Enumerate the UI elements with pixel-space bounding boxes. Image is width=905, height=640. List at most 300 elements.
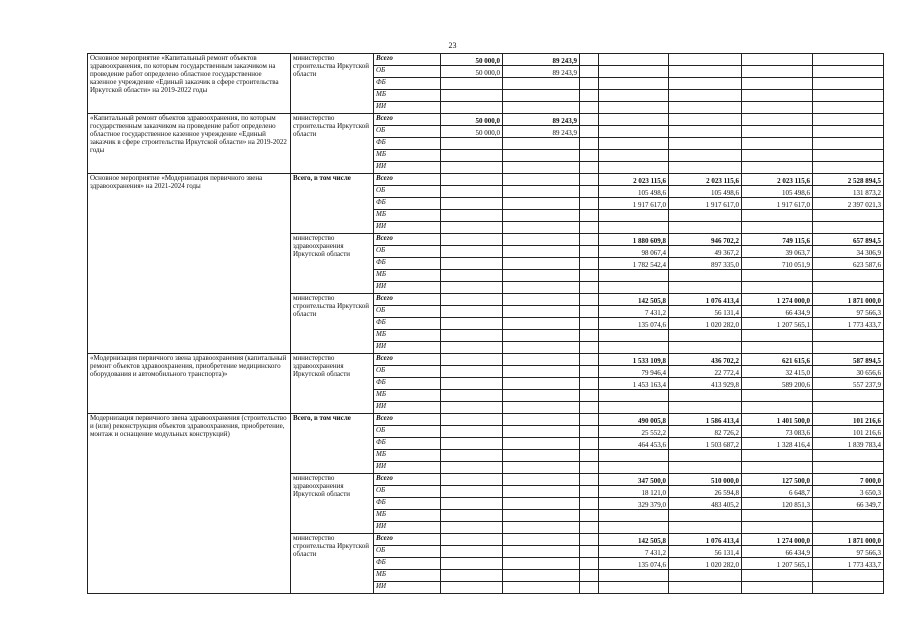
funding-source: ИИ [374, 342, 441, 354]
amount-cell: 710 051,9 [742, 258, 813, 270]
amount-cell: 1 782 542,4 [599, 258, 669, 270]
amount-cell [441, 306, 503, 318]
responsible-executor: министерство строительства Иркутской области [291, 54, 374, 114]
funding-source: МБ [374, 390, 441, 402]
amount-cell [580, 582, 599, 594]
amount-cell [599, 390, 669, 402]
amount-cell: 50 000,0 [441, 54, 503, 66]
amount-cell [813, 450, 884, 462]
amount-cell: 56 131,4 [669, 306, 742, 318]
amount-cell [441, 546, 503, 558]
amount-cell: 135 074,6 [599, 558, 669, 570]
amount-cell: 1 328 416,4 [742, 438, 813, 450]
amount-cell [580, 54, 599, 66]
funding-source: ФБ [374, 438, 441, 450]
amount-cell [580, 186, 599, 198]
amount-cell [441, 198, 503, 210]
amount-cell [742, 450, 813, 462]
amount-cell: 1 274 000,0 [742, 294, 813, 306]
amount-cell [580, 366, 599, 378]
amount-cell [669, 78, 742, 90]
amount-cell: 897 335,0 [669, 258, 742, 270]
amount-cell: 30 656,6 [813, 366, 884, 378]
amount-cell: 79 946,4 [599, 366, 669, 378]
amount-cell [503, 138, 580, 150]
amount-cell: 587 894,5 [813, 354, 884, 366]
amount-cell [599, 402, 669, 414]
amount-cell [669, 342, 742, 354]
amount-cell: 7 431,2 [599, 546, 669, 558]
amount-cell [742, 66, 813, 78]
amount-cell: 50 000,0 [441, 126, 503, 138]
amount-cell [441, 150, 503, 162]
amount-cell [503, 270, 580, 282]
amount-cell: 2 528 894,5 [813, 174, 884, 186]
amount-cell: 347 500,0 [599, 474, 669, 486]
amount-cell: 142 505,8 [599, 534, 669, 546]
amount-cell: 82 726,2 [669, 426, 742, 438]
amount-cell: 66 434,9 [742, 546, 813, 558]
amount-cell [742, 510, 813, 522]
amount-cell [742, 102, 813, 114]
amount-cell: 621 615,6 [742, 354, 813, 366]
amount-cell: 120 851,3 [742, 498, 813, 510]
amount-cell [599, 162, 669, 174]
amount-cell [742, 402, 813, 414]
funding-source: ОБ [374, 246, 441, 258]
amount-cell [580, 318, 599, 330]
amount-cell: 105 498,6 [742, 186, 813, 198]
amount-cell [599, 450, 669, 462]
amount-cell [580, 306, 599, 318]
amount-cell: 1 880 609,8 [599, 234, 669, 246]
amount-cell [503, 174, 580, 186]
activity-description: Модернизация первичного звена здравоохранения (строительство и (или) реконструкция объектов здравоохранения, приобретение, монтаж и оснащение модульных конструкций) [88, 414, 291, 594]
amount-cell [503, 222, 580, 234]
amount-cell: 105 498,6 [669, 186, 742, 198]
amount-cell: 1 207 565,1 [742, 558, 813, 570]
funding-source: Всего [374, 54, 441, 66]
amount-cell [503, 474, 580, 486]
amount-cell [599, 462, 669, 474]
funding-source: Всего [374, 294, 441, 306]
amount-cell [441, 342, 503, 354]
amount-cell: 34 306,9 [813, 246, 884, 258]
amount-cell [742, 210, 813, 222]
amount-cell [580, 66, 599, 78]
amount-cell [441, 102, 503, 114]
amount-cell [813, 222, 884, 234]
amount-cell [580, 534, 599, 546]
amount-cell [599, 282, 669, 294]
amount-cell [503, 210, 580, 222]
amount-cell [599, 222, 669, 234]
funding-source: МБ [374, 90, 441, 102]
amount-cell [441, 90, 503, 102]
amount-cell [503, 498, 580, 510]
amount-cell: 101 216,6 [813, 414, 884, 426]
amount-cell [669, 390, 742, 402]
amount-cell: 1 401 500,0 [742, 414, 813, 426]
amount-cell: 490 005,8 [599, 414, 669, 426]
funding-source: ОБ [374, 126, 441, 138]
amount-cell [580, 546, 599, 558]
amount-cell [580, 354, 599, 366]
amount-cell [580, 390, 599, 402]
amount-cell [441, 438, 503, 450]
amount-cell [580, 522, 599, 534]
table-row [88, 414, 884, 426]
funding-source: ФБ [374, 498, 441, 510]
amount-cell [441, 234, 503, 246]
amount-cell [813, 270, 884, 282]
amount-cell: 1 773 433,7 [813, 318, 884, 330]
amount-cell [441, 450, 503, 462]
amount-cell [503, 438, 580, 450]
amount-cell [503, 366, 580, 378]
amount-cell: 25 552,2 [599, 426, 669, 438]
amount-cell: 464 453,6 [599, 438, 669, 450]
amount-cell: 89 243,9 [503, 66, 580, 78]
amount-cell [580, 198, 599, 210]
funding-source: ИИ [374, 522, 441, 534]
table-row [88, 174, 884, 186]
amount-cell [441, 330, 503, 342]
funding-source: МБ [374, 150, 441, 162]
amount-cell [742, 390, 813, 402]
amount-cell: 1 453 163,4 [599, 378, 669, 390]
amount-cell [669, 282, 742, 294]
funding-source: ОБ [374, 366, 441, 378]
amount-cell [580, 474, 599, 486]
amount-cell [813, 90, 884, 102]
amount-cell [503, 354, 580, 366]
amount-cell [580, 498, 599, 510]
amount-cell: 66 349,7 [813, 498, 884, 510]
amount-cell [580, 570, 599, 582]
responsible-executor: министерство здравоохранения Иркутской области [291, 234, 374, 294]
amount-cell [441, 426, 503, 438]
funding-source: ИИ [374, 102, 441, 114]
amount-cell: 1 839 783,4 [813, 438, 884, 450]
amount-cell [580, 150, 599, 162]
amount-cell: 66 434,9 [742, 306, 813, 318]
amount-cell [813, 102, 884, 114]
amount-cell [441, 390, 503, 402]
amount-cell [441, 582, 503, 594]
amount-cell [441, 186, 503, 198]
amount-cell [599, 210, 669, 222]
amount-cell: 2 023 115,6 [742, 174, 813, 186]
amount-cell [441, 282, 503, 294]
amount-cell [503, 402, 580, 414]
amount-cell [441, 210, 503, 222]
amount-cell: 50 000,0 [441, 114, 503, 126]
funding-source: МБ [374, 330, 441, 342]
amount-cell: 26 594,8 [669, 486, 742, 498]
funding-source: ОБ [374, 546, 441, 558]
amount-cell [503, 282, 580, 294]
amount-cell: 135 074,6 [599, 318, 669, 330]
amount-cell [669, 450, 742, 462]
amount-cell [503, 450, 580, 462]
amount-cell [441, 162, 503, 174]
amount-cell [599, 522, 669, 534]
amount-cell [813, 330, 884, 342]
amount-cell: 73 083,6 [742, 426, 813, 438]
amount-cell [503, 318, 580, 330]
responsible-executor: Всего, в том числе [291, 414, 374, 474]
amount-cell [503, 570, 580, 582]
responsible-executor: министерство строительства Иркутской области [291, 114, 374, 174]
amount-cell [441, 522, 503, 534]
amount-cell [742, 282, 813, 294]
amount-cell [580, 210, 599, 222]
amount-cell: 89 243,9 [503, 54, 580, 66]
table-row [88, 114, 884, 126]
amount-cell [742, 222, 813, 234]
amount-cell: 22 772,4 [669, 366, 742, 378]
amount-cell: 329 379,0 [599, 498, 669, 510]
amount-cell: 436 702,2 [669, 354, 742, 366]
funding-source: Всего [374, 114, 441, 126]
amount-cell [669, 162, 742, 174]
amount-cell [742, 462, 813, 474]
amount-cell [503, 522, 580, 534]
amount-cell: 510 000,0 [669, 474, 742, 486]
amount-cell [441, 258, 503, 270]
responsible-executor: министерство здравоохранения Иркутской области [291, 354, 374, 414]
funding-source: ФБ [374, 378, 441, 390]
amount-cell [669, 126, 742, 138]
amount-cell: 749 115,6 [742, 234, 813, 246]
page-number: 23 [448, 41, 457, 50]
amount-cell [599, 270, 669, 282]
funding-source: ФБ [374, 78, 441, 90]
amount-cell: 1 207 565,1 [742, 318, 813, 330]
amount-cell: 97 566,3 [813, 306, 884, 318]
amount-cell [580, 378, 599, 390]
amount-cell: 2 023 115,6 [669, 174, 742, 186]
amount-cell [742, 90, 813, 102]
amount-cell [503, 546, 580, 558]
amount-cell [580, 102, 599, 114]
amount-cell [599, 66, 669, 78]
amount-cell: 589 200,6 [742, 378, 813, 390]
amount-cell [503, 294, 580, 306]
amount-cell [813, 462, 884, 474]
amount-cell [580, 126, 599, 138]
activity-description: Основное мероприятие «Капитальный ремонт объектов здравоохранения, по которым государственным заказчиком на проведение работ определено областное государственное казенное учреждение «Единый заказчик в сфере строительства Иркутской области» на 2019-2022 годы [88, 54, 291, 114]
funding-source: Всего [374, 174, 441, 186]
amount-cell [813, 282, 884, 294]
amount-cell [813, 390, 884, 402]
amount-cell [669, 102, 742, 114]
amount-cell: 1 917 617,0 [669, 198, 742, 210]
funding-source: ИИ [374, 162, 441, 174]
amount-cell [742, 570, 813, 582]
amount-cell [669, 54, 742, 66]
amount-cell [669, 510, 742, 522]
amount-cell: 97 566,3 [813, 546, 884, 558]
amount-cell [503, 246, 580, 258]
amount-cell: 98 067,4 [599, 246, 669, 258]
amount-cell [503, 162, 580, 174]
amount-cell [580, 294, 599, 306]
funding-source: Всего [374, 234, 441, 246]
amount-cell: 1 020 282,0 [669, 558, 742, 570]
amount-cell: 557 237,9 [813, 378, 884, 390]
amount-cell [580, 510, 599, 522]
amount-cell [669, 522, 742, 534]
amount-cell [441, 510, 503, 522]
amount-cell [813, 66, 884, 78]
funding-source: ОБ [374, 186, 441, 198]
amount-cell: 89 243,9 [503, 126, 580, 138]
amount-cell: 49 367,2 [669, 246, 742, 258]
amount-cell [599, 90, 669, 102]
amount-cell [441, 174, 503, 186]
amount-cell: 3 650,3 [813, 486, 884, 498]
responsible-executor: министерство строительства Иркутской области [291, 534, 374, 594]
amount-cell: 2 023 115,6 [599, 174, 669, 186]
amount-cell [580, 114, 599, 126]
amount-cell: 50 000,0 [441, 66, 503, 78]
funding-source: ИИ [374, 222, 441, 234]
amount-cell [599, 570, 669, 582]
amount-cell [742, 582, 813, 594]
budget-table [87, 53, 884, 594]
funding-source: ФБ [374, 198, 441, 210]
amount-cell [742, 162, 813, 174]
amount-cell [669, 402, 742, 414]
amount-cell [441, 570, 503, 582]
funding-source: Всего [374, 534, 441, 546]
amount-cell [599, 54, 669, 66]
amount-cell [599, 510, 669, 522]
amount-cell [599, 330, 669, 342]
amount-cell: 1 917 617,0 [599, 198, 669, 210]
amount-cell: 1 533 109,8 [599, 354, 669, 366]
amount-cell [599, 342, 669, 354]
funding-source: ОБ [374, 66, 441, 78]
funding-source: МБ [374, 570, 441, 582]
amount-cell [503, 78, 580, 90]
amount-cell [599, 114, 669, 126]
amount-cell [441, 462, 503, 474]
amount-cell [813, 582, 884, 594]
amount-cell: 89 243,9 [503, 114, 580, 126]
amount-cell [813, 78, 884, 90]
amount-cell [503, 414, 580, 426]
funding-source: ФБ [374, 138, 441, 150]
amount-cell [441, 222, 503, 234]
amount-cell [503, 90, 580, 102]
amount-cell [580, 174, 599, 186]
amount-cell: 946 702,2 [669, 234, 742, 246]
amount-cell [669, 114, 742, 126]
amount-cell [441, 474, 503, 486]
funding-source: Всего [374, 474, 441, 486]
amount-cell [580, 450, 599, 462]
amount-cell [813, 138, 884, 150]
amount-cell [742, 270, 813, 282]
amount-cell [742, 54, 813, 66]
responsible-executor: Всего, в том числе [291, 174, 374, 234]
funding-source: ИИ [374, 402, 441, 414]
amount-cell: 1 274 000,0 [742, 534, 813, 546]
funding-source: ИИ [374, 582, 441, 594]
amount-cell [580, 486, 599, 498]
amount-cell [503, 150, 580, 162]
amount-cell [441, 294, 503, 306]
amount-cell [503, 558, 580, 570]
amount-cell [813, 510, 884, 522]
amount-cell: 7 000,0 [813, 474, 884, 486]
amount-cell [813, 342, 884, 354]
amount-cell [599, 78, 669, 90]
responsible-executor: министерство строительства Иркутской области [291, 294, 374, 354]
amount-cell [441, 270, 503, 282]
amount-cell [503, 510, 580, 522]
amount-cell [441, 366, 503, 378]
amount-cell [813, 114, 884, 126]
amount-cell [503, 378, 580, 390]
amount-cell [441, 534, 503, 546]
amount-cell [580, 246, 599, 258]
amount-cell: 1 586 413,4 [669, 414, 742, 426]
funding-source: ОБ [374, 486, 441, 498]
amount-cell [441, 414, 503, 426]
amount-cell [742, 522, 813, 534]
amount-cell [669, 270, 742, 282]
amount-cell: 1 917 617,0 [742, 198, 813, 210]
amount-cell [669, 582, 742, 594]
amount-cell [503, 234, 580, 246]
amount-cell [742, 78, 813, 90]
amount-cell [503, 342, 580, 354]
amount-cell: 1 076 413,4 [669, 534, 742, 546]
funding-source: МБ [374, 210, 441, 222]
amount-cell [503, 198, 580, 210]
funding-source: МБ [374, 450, 441, 462]
amount-cell: 1 871 000,0 [813, 294, 884, 306]
amount-cell [503, 486, 580, 498]
amount-cell: 623 587,6 [813, 258, 884, 270]
amount-cell [441, 498, 503, 510]
amount-cell [580, 78, 599, 90]
funding-source: МБ [374, 510, 441, 522]
activity-description: Основное мероприятие «Модернизация первичного звена здравоохранения» на 2021-2024 годы [88, 174, 291, 354]
funding-source: ФБ [374, 318, 441, 330]
amount-cell: 18 121,0 [599, 486, 669, 498]
amount-cell: 101 216,6 [813, 426, 884, 438]
amount-cell [669, 330, 742, 342]
table-row [88, 354, 884, 366]
amount-cell [580, 282, 599, 294]
amount-cell [441, 246, 503, 258]
amount-cell [813, 54, 884, 66]
amount-cell [441, 138, 503, 150]
amount-cell [813, 126, 884, 138]
amount-cell [580, 438, 599, 450]
amount-cell: 56 131,4 [669, 546, 742, 558]
amount-cell [580, 222, 599, 234]
amount-cell [441, 486, 503, 498]
funding-source: ИИ [374, 462, 441, 474]
funding-source: ФБ [374, 258, 441, 270]
amount-cell [503, 426, 580, 438]
